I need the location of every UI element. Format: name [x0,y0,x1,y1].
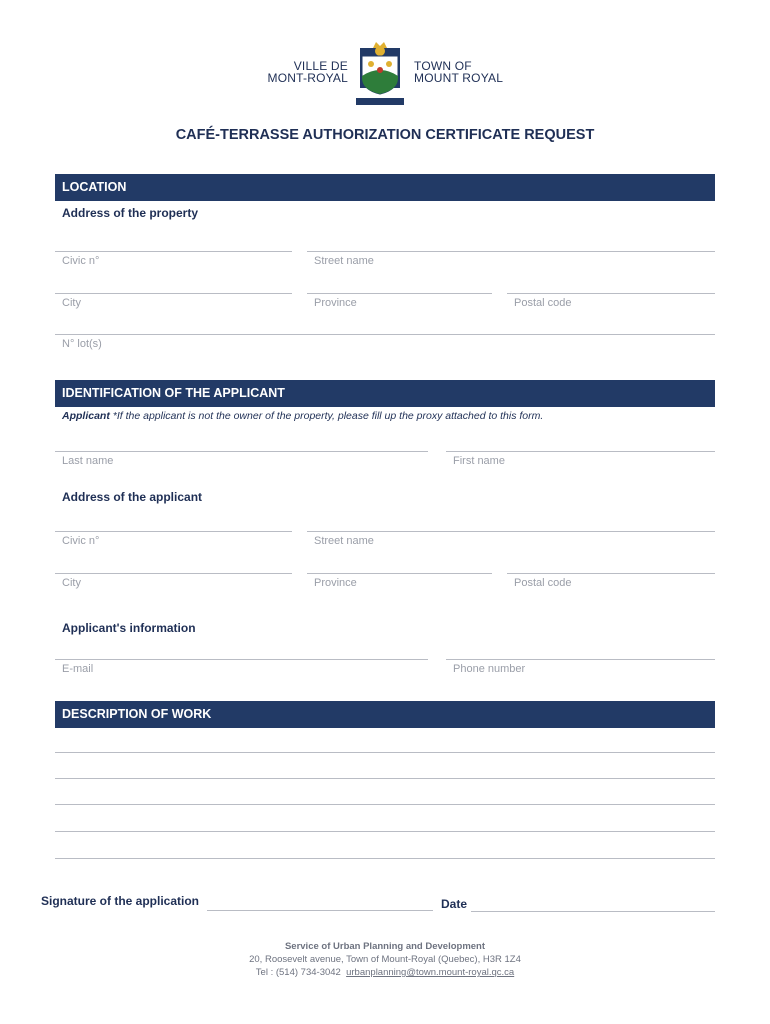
work-line-2[interactable] [55,778,715,779]
coat-of-arms-icon [352,42,408,110]
footer-contact [0,967,770,978]
logo-right-text-2 [414,72,503,84]
applicant-note-text: *If the applicant is not the owner of the property, please fill up the proxy attached to this form. [109,410,544,422]
applicant-street-label: Street name [314,535,374,547]
logo-left-line2: MONT-ROYAL [267,71,348,85]
applicant-postal-label: Postal code [514,577,572,589]
page-title: CAFÉ-TERRASSE AUTHORIZATION CERTIFICATE REQUEST [175,127,595,143]
last-name-field[interactable] [55,451,428,452]
email-label: E-mail [62,663,94,675]
footer-email-link[interactable]: urbanplanning@town.mount-royal.qc.ca [346,967,515,978]
work-line-5[interactable] [55,858,715,859]
work-line-3[interactable] [55,804,715,805]
postal-code-field[interactable] [507,293,715,294]
applicant-address-heading: Address of the applicant [62,490,203,504]
email-field[interactable] [55,659,428,660]
footer-service: Service of Urban Planning and Development [284,941,486,952]
signature-field[interactable] [207,910,433,911]
applicant-postal-field[interactable] [507,573,715,574]
section-applicant-bar: IDENTIFICATION OF THE APPLICANT [55,380,715,407]
lots-label: N° lot(s) [62,338,102,350]
applicant-info-heading: Applicant's information [62,621,196,635]
postal-code-label: Postal code [514,297,572,309]
street-field[interactable] [307,251,715,252]
applicant-civic-label: Civic n° [62,535,100,547]
applicant-street-field[interactable] [307,531,715,532]
province-label: Province [314,297,357,309]
applicant-civic-field[interactable] [55,531,292,532]
province-field[interactable] [307,293,492,294]
city-field[interactable] [55,293,292,294]
logo-right-line1: TOWN OF [414,59,472,73]
footer-phone: Tel : (514) 734-3042 [255,967,341,978]
applicant-province-label: Province [314,577,357,589]
signature-label: Signature of the application [41,894,200,908]
applicant-city-label: City [62,577,81,589]
applicant-note-bold: Applicant [62,410,110,422]
logo-left-line1: VILLE DE [293,59,348,73]
property-address-heading: Address of the property [62,206,199,220]
work-line-4[interactable] [55,831,715,832]
section-work-bar: DESCRIPTION OF WORK [55,701,715,728]
phone-field[interactable] [446,659,715,660]
lots-field[interactable] [55,334,715,335]
footer-address: 20, Roosevelt avenue, Town of Mount-Royal (Quebec), H3R 1Z4 [249,954,521,965]
date-label: Date [441,897,468,911]
last-name-label: Last name [62,455,114,467]
date-field[interactable] [471,911,715,912]
first-name-field[interactable] [446,451,715,452]
city-label: City [62,297,81,309]
civic-label: Civic n° [62,255,100,267]
applicant-city-field[interactable] [55,573,292,574]
phone-label: Phone number [453,663,526,675]
civic-field[interactable] [55,251,292,252]
section-location-bar: LOCATION [55,174,715,201]
logo-right-line2: MOUNT ROYAL [414,71,504,85]
work-line-1[interactable] [55,752,715,753]
logo-left-text-2 [240,72,348,84]
applicant-province-field[interactable] [307,573,492,574]
street-label: Street name [314,255,374,267]
first-name-label: First name [453,455,505,467]
applicant-note [62,410,543,422]
